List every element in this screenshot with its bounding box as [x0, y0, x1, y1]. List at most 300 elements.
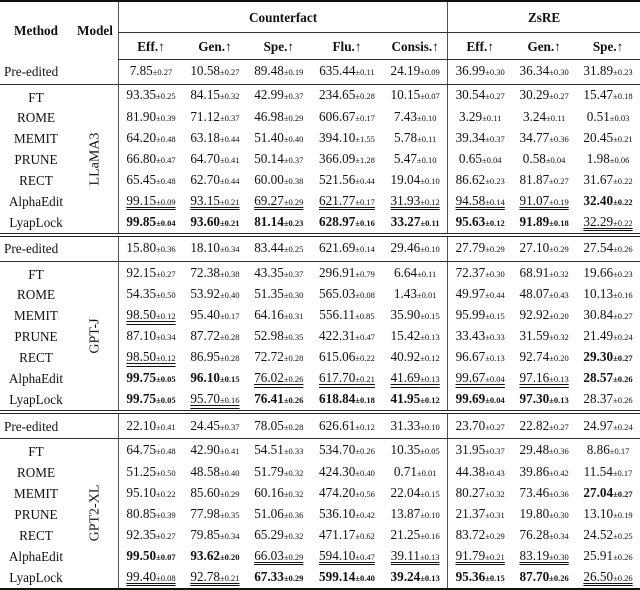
std-value: ±0.26: [283, 374, 304, 385]
cell-value-group: [583, 506, 632, 521]
mean-value: 72.38: [190, 264, 220, 280]
value-cell: [183, 462, 247, 483]
std-value: ±0.21: [613, 133, 633, 144]
std-value: ±0.04: [481, 154, 502, 165]
cell-value-group: [391, 485, 440, 500]
mean-value: 69.27: [254, 192, 284, 208]
value-cell: [512, 261, 576, 284]
value-cell: [119, 483, 184, 504]
value-cell: [311, 546, 383, 567]
cell-value-group: [583, 63, 632, 78]
value-cell: [247, 128, 311, 149]
cell-value-group: [456, 391, 505, 406]
cell-value-group: [394, 265, 436, 280]
cell-value-group: [520, 265, 569, 280]
std-value: ±0.22: [613, 217, 633, 228]
mean-value: 234.65: [319, 87, 356, 103]
cell-value-group: [190, 307, 239, 322]
mean-value: 28.57: [583, 370, 614, 386]
cell-value-group: [254, 527, 303, 542]
mean-value: 626.61: [319, 417, 356, 433]
cell-value-group: [254, 87, 303, 102]
cell-value-group: [254, 240, 303, 255]
cell-value-group: [583, 172, 632, 187]
value-cell: [247, 483, 311, 504]
cell-value-group: [190, 63, 239, 78]
std-value: ±0.27: [156, 530, 176, 541]
cell-value-group: [190, 442, 239, 457]
mean-value: 27.04: [583, 484, 614, 500]
std-value: ±0.37: [220, 112, 240, 123]
cell-value-group: [456, 87, 505, 102]
value-cell: [383, 546, 448, 567]
mean-value: 30.29: [519, 87, 550, 103]
std-value: ±0.35: [283, 332, 304, 343]
cell-value-group: [319, 214, 375, 229]
value-cell: [311, 84, 383, 107]
cell-value-group: [319, 172, 375, 187]
std-value: ±0.35: [220, 509, 240, 520]
value-cell: [576, 389, 640, 412]
std-value: ±0.20: [220, 551, 240, 562]
value-cell: [247, 326, 311, 347]
cell-value-group: [319, 349, 375, 364]
mean-value: 21.49: [583, 328, 614, 344]
mean-value: 28.37: [583, 391, 614, 407]
mean-value: 22.10: [126, 417, 157, 433]
mean-value: 40.92: [390, 349, 421, 365]
std-value: ±0.27: [549, 91, 569, 102]
value-cell: [448, 326, 513, 347]
value-cell: [576, 567, 640, 589]
mean-value: 79.85: [190, 526, 220, 542]
cell-value-group: [520, 172, 569, 187]
std-value: ±0.37: [485, 133, 505, 144]
mean-value: 51.35: [254, 286, 284, 302]
std-value: ±0.29: [283, 572, 304, 583]
mean-value: 60.16: [254, 484, 284, 500]
value-cell: [119, 412, 184, 439]
model-cell: [72, 261, 119, 412]
std-value: ±0.12: [420, 353, 440, 364]
cell-value-group: [319, 109, 375, 124]
std-value: ±0.37: [220, 421, 240, 432]
value-cell: [183, 212, 247, 235]
value-cell: [183, 284, 247, 305]
value-cell: [183, 149, 247, 170]
std-value: ±0.30: [549, 67, 569, 78]
cell-value-group: [190, 214, 239, 229]
value-cell: [512, 235, 576, 262]
std-value: ±0.38: [283, 175, 304, 186]
cell-value-group: [130, 63, 173, 78]
std-value: ±0.29: [485, 244, 505, 255]
value-cell: [247, 261, 311, 284]
mean-value: 91.89: [519, 213, 550, 229]
std-value: ±0.32: [220, 91, 240, 102]
cell-value-group: [190, 151, 239, 166]
mean-value: 65.45: [126, 171, 157, 187]
mean-value: 77.98: [190, 505, 220, 521]
cell-value-group: [190, 109, 239, 124]
cell-value-group: [126, 485, 175, 500]
cell-value-group: [126, 370, 175, 385]
method-name: LyapLock: [0, 389, 72, 412]
cell-value-group: [391, 418, 440, 433]
value-cell: [383, 326, 448, 347]
value-cell: [247, 60, 311, 85]
mean-value: 521.56: [319, 171, 356, 187]
value-cell: [512, 439, 576, 462]
std-value: ±0.41: [220, 154, 240, 165]
mean-value: 621.69: [319, 240, 356, 256]
cell-value-group: [126, 349, 175, 364]
value-cell: [183, 326, 247, 347]
mean-value: 0.51: [586, 108, 610, 124]
std-value: ±0.11: [417, 133, 437, 144]
std-value: ±0.14: [485, 196, 505, 207]
value-cell: [383, 305, 448, 326]
std-value: ±0.48: [156, 445, 176, 456]
std-value: ±0.13: [549, 374, 569, 385]
std-value: ±0.21: [220, 572, 240, 583]
mean-value: 39.11: [390, 547, 420, 563]
mean-value: 6.64: [394, 264, 418, 280]
cell-value-group: [456, 130, 505, 145]
mean-value: 41.95: [390, 391, 421, 407]
method-row: [0, 261, 640, 284]
cell-value-group: [520, 569, 569, 584]
mean-value: 98.50: [126, 349, 157, 365]
cell-value-group: [319, 240, 375, 255]
cell-value-group: [391, 172, 440, 187]
std-value: ±0.27: [485, 91, 505, 102]
value-cell: [448, 170, 513, 191]
value-cell: [183, 504, 247, 525]
value-cell: [448, 235, 513, 262]
value-cell: [119, 439, 184, 462]
mean-value: 31.95: [455, 441, 486, 457]
cell-value-group: [520, 240, 569, 255]
std-value: ±0.22: [613, 175, 633, 186]
value-cell: [512, 128, 576, 149]
value-cell: [183, 567, 247, 589]
std-value: ±0.23: [613, 67, 633, 78]
std-value: ±0.44: [220, 175, 240, 186]
value-cell: [576, 212, 640, 235]
value-cell: [512, 191, 576, 212]
model-header: Model: [77, 23, 113, 39]
std-value: ±1.55: [355, 133, 375, 144]
mean-value: 39.34: [455, 129, 486, 145]
cell-value-group: [391, 370, 440, 385]
cell-value-group: [254, 151, 303, 166]
value-cell: [119, 546, 184, 567]
mean-value: 96.10: [190, 370, 220, 386]
cell-value-group: [319, 485, 375, 500]
mean-value: 474.20: [319, 484, 356, 500]
mean-value: 83.44: [254, 240, 284, 256]
std-value: ±0.32: [283, 530, 304, 541]
mean-value: 565.03: [319, 286, 356, 302]
value-cell: [576, 326, 640, 347]
cell-value-group: [126, 265, 175, 280]
mean-value: 36.34: [519, 63, 550, 79]
mean-value: 296.91: [319, 264, 356, 280]
mean-value: 64.20: [126, 129, 157, 145]
std-value: ±0.11: [417, 268, 437, 279]
cell-value-group: [391, 240, 440, 255]
mean-value: 50.14: [254, 150, 284, 166]
cell-value-group: [456, 418, 505, 433]
cell-value-group: [456, 63, 505, 78]
value-cell: [448, 107, 513, 128]
mean-value: 18.10: [190, 240, 220, 256]
metric-header: Eff.↑: [119, 33, 184, 60]
cell-value-group: [319, 370, 375, 385]
mean-value: 72.72: [254, 349, 284, 365]
value-cell: [119, 149, 184, 170]
cell-value-group: [190, 130, 239, 145]
cell-value-group: [520, 193, 569, 208]
cell-value-group: [456, 307, 505, 322]
std-value: ±0.32: [283, 467, 304, 478]
value-cell: [383, 412, 448, 439]
mean-value: 95.99: [455, 307, 486, 323]
std-value: ±0.30: [283, 290, 304, 301]
cell-value-group: [319, 63, 375, 78]
mean-value: 53.92: [190, 286, 220, 302]
std-value: ±0.40: [220, 290, 240, 301]
std-value: ±0.36: [549, 488, 569, 499]
value-cell: [576, 261, 640, 284]
mean-value: 29.48: [519, 441, 550, 457]
value-cell: [448, 483, 513, 504]
mean-value: 81.90: [126, 108, 157, 124]
std-value: ±0.17: [355, 112, 375, 123]
value-cell: [247, 170, 311, 191]
cell-value-group: [190, 286, 239, 301]
model-cell: [72, 84, 119, 235]
value-cell: [576, 235, 640, 262]
value-cell: [383, 84, 448, 107]
value-cell: [576, 412, 640, 439]
mean-value: 5.47: [393, 150, 417, 166]
mean-value: 5.78: [394, 129, 418, 145]
value-cell: [119, 212, 184, 235]
value-cell: [383, 347, 448, 368]
std-value: ±0.18: [355, 395, 375, 406]
std-value: ±0.47: [355, 551, 375, 562]
value-cell: [247, 107, 311, 128]
value-cell: [119, 170, 184, 191]
std-value: ±0.04: [485, 395, 505, 406]
value-cell: [247, 149, 311, 170]
value-cell: [383, 439, 448, 462]
cell-value-group: [254, 548, 303, 563]
mean-value: 33.27: [390, 213, 421, 229]
value-cell: [383, 60, 448, 85]
std-value: ±0.44: [355, 175, 375, 186]
value-cell: [183, 261, 247, 284]
mean-value: 621.77: [319, 192, 356, 208]
mean-value: 80.85: [126, 505, 157, 521]
cell-value-group: [126, 193, 175, 208]
cell-value-group: [254, 109, 303, 124]
cell-value-group: [126, 151, 175, 166]
std-value: ±0.12: [420, 196, 440, 207]
method-name: Pre-edited: [0, 235, 119, 262]
value-cell: [311, 149, 383, 170]
value-cell: [311, 60, 383, 85]
cell-value-group: [520, 391, 569, 406]
mean-value: 15.80: [126, 240, 157, 256]
cell-value-group: [456, 569, 505, 584]
std-value: ±0.23: [485, 175, 505, 186]
std-value: ±0.38: [220, 268, 240, 279]
std-value: ±0.29: [485, 530, 505, 541]
mean-value: 92.35: [126, 526, 157, 542]
cell-value-group: [254, 370, 303, 385]
mean-value: 78.05: [254, 417, 284, 433]
model-label: LLaMA3: [87, 132, 103, 186]
value-cell: [576, 170, 640, 191]
cell-value-group: [391, 328, 440, 343]
std-value: ±0.26: [613, 395, 633, 406]
std-value: ±0.13: [420, 332, 440, 343]
mean-value: 422.31: [319, 328, 356, 344]
value-cell: [383, 170, 448, 191]
std-value: ±0.28: [220, 353, 240, 364]
value-cell: [576, 504, 640, 525]
cell-value-group: [583, 328, 632, 343]
value-cell: [448, 347, 513, 368]
method-name: FT: [28, 89, 44, 105]
mean-value: 24.52: [583, 526, 614, 542]
value-cell: [448, 439, 513, 462]
value-cell: [448, 546, 513, 567]
std-value: ±0.43: [549, 290, 569, 301]
value-cell: [119, 261, 184, 284]
cell-value-group: [520, 349, 569, 364]
cell-value-group: [254, 172, 303, 187]
std-value: ±0.19: [613, 509, 633, 520]
mean-value: 99.50: [126, 547, 157, 563]
std-value: ±0.24: [613, 332, 633, 343]
value-cell: [512, 326, 576, 347]
mean-value: 48.58: [190, 463, 220, 479]
std-value: ±0.15: [485, 572, 505, 583]
mean-value: 19.04: [390, 171, 421, 187]
mean-value: 34.77: [519, 129, 550, 145]
value-cell: [512, 368, 576, 389]
mean-value: 42.90: [190, 441, 220, 457]
std-value: ±0.07: [156, 551, 176, 562]
std-value: ±0.42: [355, 509, 375, 520]
method-name: Pre-edited: [0, 60, 119, 85]
mean-value: 92.78: [190, 568, 220, 584]
mean-value: 99.75: [126, 370, 157, 386]
mean-value: 64.16: [254, 307, 284, 323]
method-name: Pre-edited: [0, 412, 119, 439]
mean-value: 424.30: [319, 463, 356, 479]
cell-value-group: [520, 485, 569, 500]
value-cell: [512, 170, 576, 191]
std-value: ±0.50: [156, 290, 176, 301]
cell-value-group: [459, 109, 501, 124]
mean-value: 54.35: [126, 286, 157, 302]
value-cell: [311, 305, 383, 326]
cell-value-group: [126, 442, 175, 457]
std-value: ±0.62: [355, 530, 375, 541]
value-cell: [448, 305, 513, 326]
mean-value: 62.70: [190, 171, 220, 187]
std-value: ±0.26: [549, 572, 569, 583]
method-name: RECT: [19, 527, 53, 543]
std-value: ±0.08: [355, 290, 375, 301]
cell-value-group: [584, 464, 633, 479]
mean-value: 99.75: [126, 391, 157, 407]
std-value: ±0.17: [612, 467, 633, 478]
value-cell: [311, 462, 383, 483]
cell-value-group: [254, 569, 303, 584]
cell-value-group: [583, 349, 632, 364]
value-cell: [183, 235, 247, 262]
mean-value: 618.84: [319, 391, 356, 407]
value-cell: [119, 504, 184, 525]
cell-value-group: [520, 527, 569, 542]
std-value: ±0.11: [546, 112, 566, 123]
cell-value-group: [394, 286, 437, 301]
value-cell: [183, 305, 247, 326]
cell-value-group: [126, 548, 175, 563]
value-cell: [512, 525, 576, 546]
mean-value: 42.99: [254, 87, 284, 103]
mean-value: 10.58: [190, 63, 220, 79]
mean-value: 26.50: [583, 568, 614, 584]
method-name: PRUNE: [14, 506, 58, 522]
std-value: ±0.16: [420, 530, 440, 541]
value-cell: [311, 525, 383, 546]
cell-value-group: [391, 442, 440, 457]
method-header: Method: [14, 23, 58, 39]
mean-value: 91.79: [455, 547, 486, 563]
mean-value: 99.67: [455, 370, 486, 386]
mean-value: 366.09: [319, 150, 356, 166]
mean-value: 95.36: [455, 568, 486, 584]
cell-value-group: [254, 349, 303, 364]
mean-value: 86.62: [455, 171, 486, 187]
mean-value: 67.33: [254, 568, 284, 584]
value-cell: [247, 525, 311, 546]
method-name: FT: [28, 267, 44, 283]
value-cell: [119, 567, 184, 589]
std-value: ±0.13: [420, 572, 440, 583]
cell-value-group: [583, 370, 632, 385]
cell-value-group: [391, 349, 440, 364]
metric-header: Gen.↑: [512, 33, 576, 60]
mean-value: 93.62: [190, 547, 220, 563]
std-value: ±0.37: [283, 268, 304, 279]
std-value: ±0.14: [355, 244, 375, 255]
mean-value: 0.65: [458, 150, 482, 166]
value-cell: [576, 84, 640, 107]
value-cell: [448, 212, 513, 235]
cell-value-group: [254, 307, 303, 322]
value-cell: [183, 439, 247, 462]
value-cell: [119, 368, 184, 389]
cell-value-group: [456, 485, 505, 500]
